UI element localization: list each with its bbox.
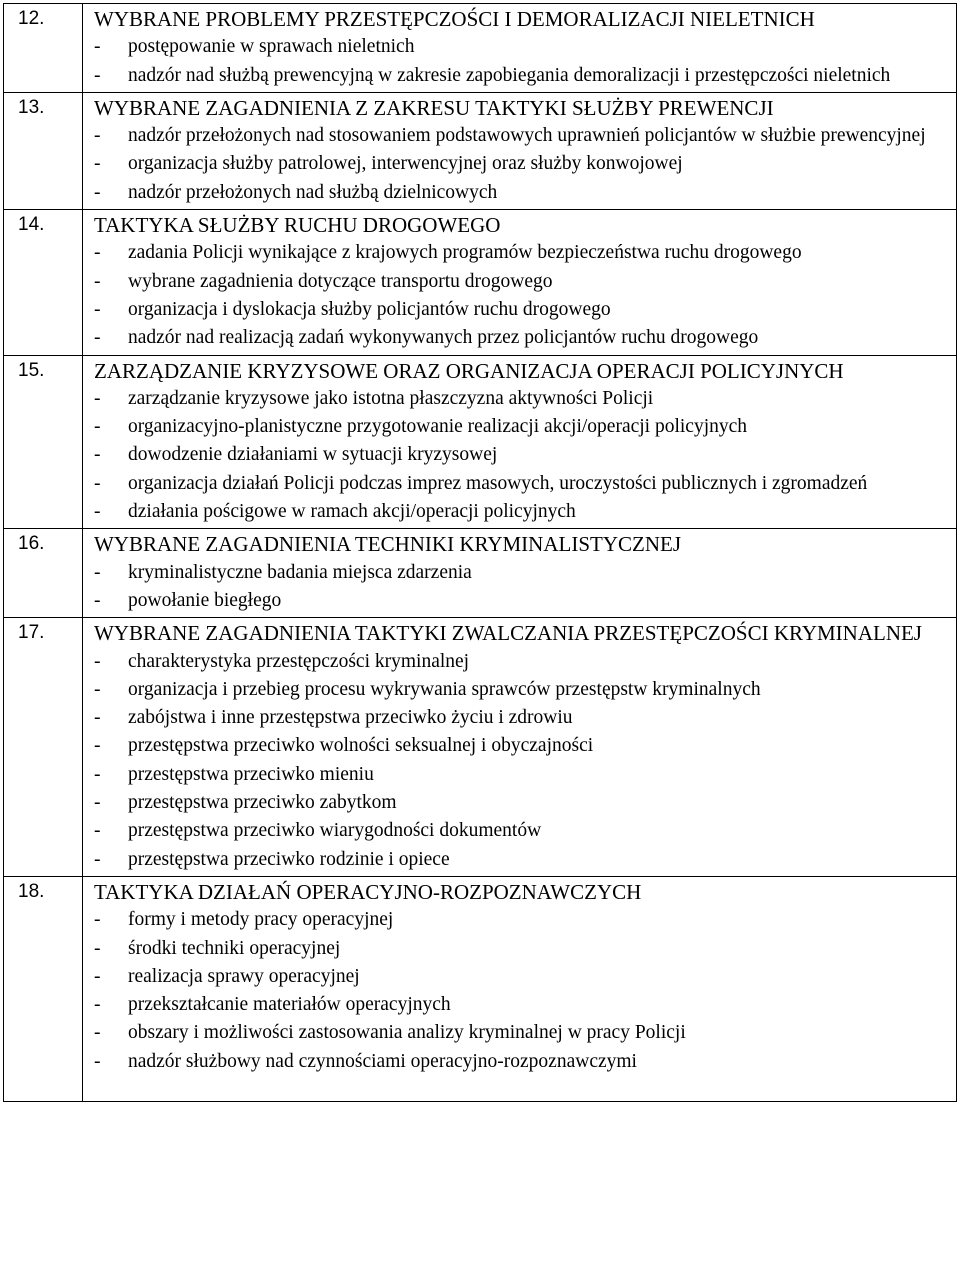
list-item: - realizacja sprawy operacyjnej	[94, 965, 360, 987]
list-item-text: organizacja służby patrolowej, interwencyjnej oraz służby konwojowej	[128, 153, 683, 175]
list-item: - dowodzenie działaniami w sytuacji kryzysowej	[94, 444, 498, 466]
list-item-text: organizacyjno-planistyczne przygotowanie realizacji akcji/operacji policyjnych	[128, 416, 748, 438]
list-item: - organizacja działań Policji podczas imprez masowych, uroczystości publicznych i zgromadzeń	[94, 472, 868, 494]
list-item: - wybrane zagadnienia dotyczące transportu drogowego	[94, 270, 553, 292]
list-item: - zadania Policji wynikające z krajowych programów bezpieczeństwa ruchu drogowego	[94, 242, 802, 264]
section-row	[4, 618, 957, 877]
list-item: - nadzór nad realizacją zadań wykonywanych przez policjantów ruchu drogowego	[94, 327, 759, 349]
section-number: 15.	[4, 355, 83, 529]
list-item-text: nadzór nad służbą prewencyjną w zakresie zapobiegania demoralizacji i przestępczości nieletnich	[128, 64, 891, 86]
section-content	[83, 4, 957, 93]
section-title: WYBRANE ZAGADNIENIA Z ZAKRESU TAKTYKI SŁUŻBY PREWENCJI	[94, 95, 774, 120]
list-item-text: kryminalistyczne badania miejsca zdarzenia	[128, 561, 472, 583]
list-item-text: zadania Policji wynikające z krajowych programów bezpieczeństwa ruchu drogowego	[128, 242, 802, 264]
list-item: - nadzór nad służbą prewencyjną w zakresie zapobiegania demoralizacji i przestępczości nieletnich	[94, 64, 891, 86]
section-number: 18.	[4, 876, 83, 1101]
section-row	[4, 529, 957, 618]
list-item-text: organizacja i dyslokacja służby policjantów ruchu drogowego	[128, 298, 611, 320]
section-title: WYBRANE ZAGADNIENIA TECHNIKI KRYMINALISTYCZNEJ	[94, 532, 681, 557]
list-item-text: przekształcanie materiałów operacyjnych	[128, 994, 451, 1016]
list-item: - organizacja służby patrolowej, interwencyjnej oraz służby konwojowej	[94, 153, 683, 175]
syllabus-body	[4, 4, 957, 1102]
list-item: - działania pościgowe w ramach akcji/operacji policyjnych	[94, 501, 576, 523]
list-item: - nadzór przełożonych nad stosowaniem podstawowych uprawnień policjantów w służbie prewencyjnej	[94, 125, 926, 147]
list-item-text: formy i metody pracy operacyjnej	[128, 909, 394, 931]
list-item: - postępowanie w sprawach nieletnich	[94, 36, 415, 58]
list-item-text: powołanie biegłego	[128, 589, 282, 611]
list-item-text: nadzór przełożonych nad służbą dzielnicowych	[128, 181, 498, 203]
section-row	[4, 210, 957, 355]
section-number: 16.	[4, 529, 83, 618]
list-item: - zarządzanie kryzysowe jako istotna płaszczyzna aktywności Policji	[94, 387, 654, 409]
section-number: 17.	[4, 618, 83, 877]
list-item: - organizacyjno-planistyczne przygotowanie realizacji akcji/operacji policyjnych	[94, 416, 748, 438]
section-content	[83, 876, 957, 1101]
list-item: - obszary i możliwości zastosowania analizy kryminalnej w pracy Policji	[94, 1022, 686, 1044]
section-title: TAKTYKA SŁUŻBY RUCHU DROGOWEGO	[94, 213, 501, 238]
section-content	[83, 210, 957, 355]
list-item: - przekształcanie materiałów operacyjnych	[94, 994, 451, 1016]
section-content	[83, 618, 957, 877]
list-item-text: przestępstwa przeciwko wolności seksualnej i obyczajności	[128, 735, 594, 757]
list-item-text: wybrane zagadnienia dotyczące transportu drogowego	[128, 270, 553, 292]
list-item-text: zabójstwa i inne przestępstwa przeciwko życiu i zdrowiu	[128, 707, 573, 729]
section-title: WYBRANE PROBLEMY PRZESTĘPCZOŚCI I DEMORALIZACJI NIELETNICH	[94, 7, 815, 31]
section-title: ZARZĄDZANIE KRYZYSOWE ORAZ ORGANIZACJA OPERACJI POLICYJNYCH	[94, 358, 844, 383]
section-content	[83, 355, 957, 529]
section-number: 14.	[4, 210, 83, 355]
section-number: 12.	[4, 4, 83, 93]
list-item: - przestępstwa przeciwko wolności seksualnej i obyczajności	[94, 735, 594, 757]
list-item: - nadzór przełożonych nad służbą dzielnicowych	[94, 181, 498, 203]
list-item-text: charakterystyka przestępczości kryminalnej	[128, 650, 470, 672]
section-title: TAKTYKA DZIAŁAŃ OPERACYJNO-ROZPOZNAWCZYCH	[94, 879, 642, 904]
list-item: - przestępstwa przeciwko mieniu	[94, 763, 374, 785]
list-item: - środki techniki operacyjnej	[94, 937, 341, 959]
section-number: 13.	[4, 92, 83, 209]
section-title: WYBRANE ZAGADNIENIA TAKTYKI ZWALCZANIA PRZESTĘPCZOŚCI KRYMINALNEJ	[94, 621, 922, 646]
syllabus-table	[3, 3, 957, 1102]
list-item: - nadzór służbowy nad czynnościami operacyjno-rozpoznawczymi	[94, 1050, 637, 1072]
list-item-text: przestępstwa przeciwko rodzinie i opiece	[128, 848, 450, 870]
section-content	[83, 92, 957, 209]
list-item: - charakterystyka przestępczości kryminalnej	[94, 650, 470, 672]
list-item: - przestępstwa przeciwko zabytkom	[94, 792, 397, 814]
list-item-text: nadzór nad realizacją zadań wykonywanych przez policjantów ruchu drogowego	[128, 327, 759, 349]
list-item-text: przestępstwa przeciwko wiarygodności dokumentów	[128, 820, 542, 842]
list-item-text: środki techniki operacyjnej	[128, 937, 341, 959]
list-item-text: obszary i możliwości zastosowania analizy kryminalnej w pracy Policji	[128, 1022, 686, 1044]
list-item-text: działania pościgowe w ramach akcji/operacji policyjnych	[128, 501, 576, 523]
section-content	[83, 529, 957, 618]
list-item: - powołanie biegłego	[94, 589, 282, 611]
list-item: - przestępstwa przeciwko wiarygodności dokumentów	[94, 820, 542, 842]
list-item-text: organizacja i przebieg procesu wykrywania sprawców przestępstw kryminalnych	[128, 678, 761, 700]
list-item-text: przestępstwa przeciwko zabytkom	[128, 792, 397, 814]
list-item-text: realizacja sprawy operacyjnej	[128, 965, 360, 987]
section-row	[4, 92, 957, 209]
section-row	[4, 876, 957, 1101]
list-item: - przestępstwa przeciwko rodzinie i opiece	[94, 848, 450, 870]
list-item: - organizacja i przebieg procesu wykrywania sprawców przestępstw kryminalnych	[94, 678, 761, 700]
list-item-text: organizacja działań Policji podczas imprez masowych, uroczystości publicznych i zgromadzeń	[128, 472, 868, 494]
list-item-text: postępowanie w sprawach nieletnich	[128, 36, 415, 58]
list-item-text: dowodzenie działaniami w sytuacji kryzysowej	[128, 444, 498, 466]
list-item-text: nadzór służbowy nad czynnościami operacyjno-rozpoznawczymi	[128, 1050, 637, 1072]
list-item: - organizacja i dyslokacja służby policjantów ruchu drogowego	[94, 298, 611, 320]
section-row	[4, 355, 957, 529]
list-item: - kryminalistyczne badania miejsca zdarzenia	[94, 561, 472, 583]
list-item-text: przestępstwa przeciwko mieniu	[128, 763, 374, 785]
section-row	[4, 4, 957, 93]
list-item: - formy i metody pracy operacyjnej	[94, 909, 394, 931]
list-item-text: nadzór przełożonych nad stosowaniem podstawowych uprawnień policjantów w służbie prewencyjnej	[128, 125, 926, 147]
list-item-text: zarządzanie kryzysowe jako istotna płaszczyzna aktywności Policji	[128, 387, 654, 409]
list-item: - zabójstwa i inne przestępstwa przeciwko życiu i zdrowiu	[94, 707, 573, 729]
